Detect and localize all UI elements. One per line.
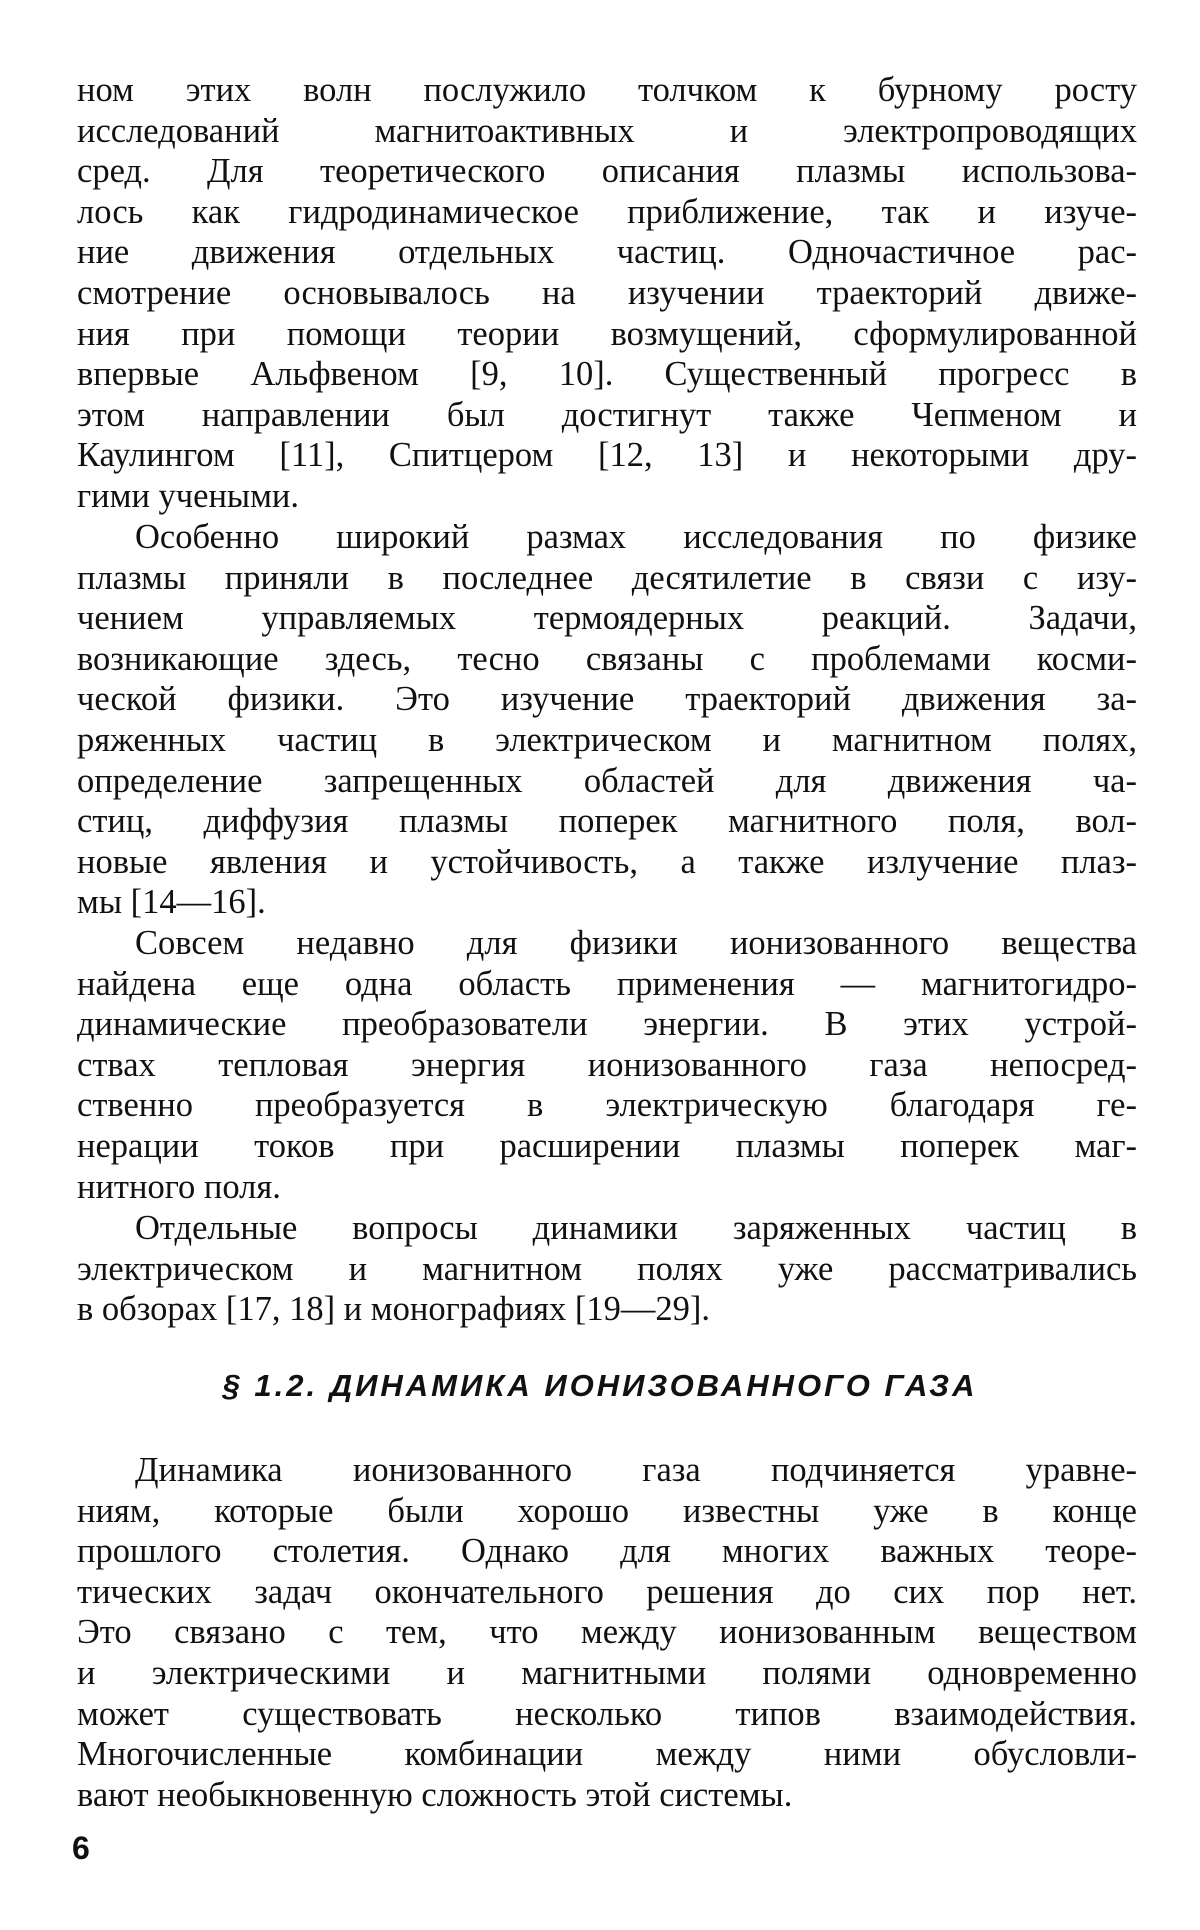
text-line: гими учеными. <box>77 476 300 515</box>
text-line: новые явления и устойчивость, а также излучение плаз- <box>77 842 1137 881</box>
text-line: плазмы приняли в последнее десятилетие в связи с изу- <box>77 558 1137 597</box>
text-line: сред. Для теоретического описания плазмы использова- <box>77 152 1137 191</box>
text-line: Это связано с тем, что между ионизованным веществом <box>77 1613 1137 1652</box>
paragraph-continuation <box>77 70 1137 517</box>
text-line: в обзорах [17, 18] и монографиях [19—29]. <box>77 1290 710 1329</box>
text-line: Совсем недавно для физики ионизованного вещества <box>135 924 1137 962</box>
text-line: ния при помощи теории возмущений, сформулированной <box>77 314 1137 353</box>
text-line: может существовать несколько типов взаимодействия. <box>77 1694 1137 1733</box>
text-line: нитного поля. <box>77 1167 281 1206</box>
text-line: возникающие здесь, тесно связаны с проблемами косми- <box>77 639 1137 678</box>
text-line: найдена еще одна область применения — магнитогидро- <box>77 964 1137 1003</box>
text-line: этом направлении был достигнут также Чепменом и <box>77 395 1137 434</box>
text-line: электрическом и магнитном полях уже рассматривались <box>77 1249 1137 1288</box>
text-line: Динамика ионизованного газа подчиняется уравне- <box>135 1451 1137 1489</box>
text-line: Отдельные вопросы динамики заряженных частиц в <box>135 1209 1137 1247</box>
text-line: Особенно широкий размах исследования по физике <box>135 518 1137 556</box>
text-line: Каулингом [11], Спитцером [12, 13] и некоторыми дру- <box>77 436 1137 475</box>
text-line: динамические преобразователи энергии. В этих устрой- <box>77 1005 1137 1044</box>
text-line: ние движения отдельных частиц. Одночастичное рас- <box>77 233 1137 272</box>
text-line: исследований магнитоактивных и электропроводящих <box>77 111 1137 150</box>
text-line: тических задач окончательного решения до сих пор нет. <box>77 1572 1137 1611</box>
text-line: Многочисленные комбинации между ними обусловли- <box>77 1735 1137 1774</box>
text-line: ном этих волн послужило толчком к бурному росту <box>77 71 1137 109</box>
text-line: прошлого столетия. Однако для многих важных теоре- <box>77 1532 1137 1571</box>
text-line: лось как гидродинамическое приближение, так и изуче- <box>77 192 1137 231</box>
text-line: ряженных частиц в электрическом и магнитном полях, <box>77 720 1137 759</box>
text-line: ческой физики. Это изучение траекторий движения за- <box>77 680 1137 719</box>
text-line: мы [14—16]. <box>77 883 266 922</box>
text-line: и электрическими и магнитными полями одновременно <box>77 1653 1137 1692</box>
text-line: стиц, диффузия плазмы поперек магнитного поля, вол- <box>77 802 1137 841</box>
paragraph-reviews <box>77 1208 1137 1330</box>
paragraph-gas-dynamics <box>77 1450 1137 1815</box>
text-line: чением управляемых термоядерных реакций. Задачи, <box>77 599 1137 638</box>
text-line: впервые Альфвеном [9, 10]. Существенный прогресс в <box>77 355 1137 394</box>
text-line: ниям, которые были хорошо известны уже в конце <box>77 1491 1137 1530</box>
paragraph-mhd-converters <box>77 923 1137 1207</box>
text-line: вают необыкновенную сложность этой системы. <box>77 1775 793 1814</box>
section-heading: § 1.2. ДИНАМИКА ИОНИЗОВАННОГО ГАЗА <box>222 1368 978 1403</box>
text-line: ственно преобразуется в электрическую благодаря ге- <box>77 1086 1137 1125</box>
paragraph-plasma-research <box>77 517 1137 923</box>
text-line: ствах тепловая энергия ионизованного газа непосред- <box>77 1045 1137 1084</box>
text-line: нерации токов при расширении плазмы поперек маг- <box>77 1126 1137 1165</box>
page-number: 6 <box>72 1830 90 1866</box>
text-line: смотрение основывалось на изучении траекторий движе- <box>77 273 1137 312</box>
text-line: определение запрещенных областей для движения ча- <box>77 761 1137 800</box>
